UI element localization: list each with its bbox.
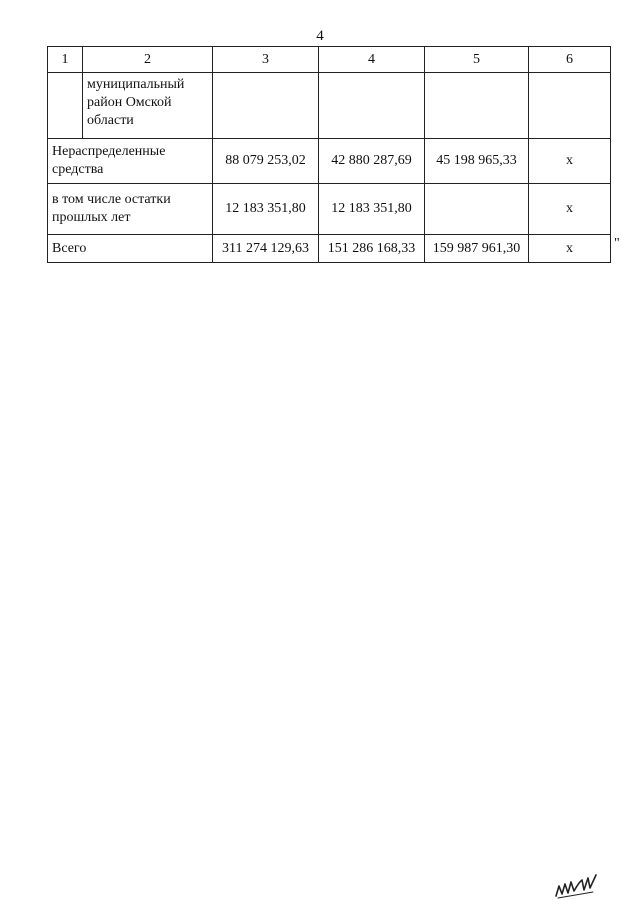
table-cell [48, 73, 83, 139]
column-header: 3 [213, 47, 319, 73]
column-header: 6 [529, 47, 611, 73]
table-row [48, 184, 611, 235]
table-row [48, 139, 611, 184]
row-label-line: области [87, 113, 134, 128]
table-row [48, 73, 611, 139]
table-cell: 151 286 168,33 [319, 235, 425, 263]
column-header: 5 [425, 47, 529, 73]
table-cell [213, 73, 319, 139]
table-cell: 311 274 129,63 [213, 235, 319, 263]
table-cell: 42 880 287,69 [319, 139, 425, 184]
row-label [48, 139, 213, 184]
table-cell: 12 183 351,80 [213, 184, 319, 235]
row-label-line: средства [52, 162, 104, 177]
column-header: 1 [48, 47, 83, 73]
signature-icon [553, 872, 599, 902]
table-cell [425, 73, 529, 139]
row-label [48, 184, 213, 235]
table-cell: 45 198 965,33 [425, 139, 529, 184]
table-cell: х [529, 184, 611, 235]
table-cell: х [529, 235, 611, 263]
column-header: 4 [319, 47, 425, 73]
table-row [48, 235, 611, 263]
page-number: 4 [316, 28, 324, 44]
row-label-line: прошлых лет [52, 210, 131, 225]
column-header: 2 [83, 47, 213, 73]
table-cell: 88 079 253,02 [213, 139, 319, 184]
row-label [83, 73, 213, 139]
table-cell: 12 183 351,80 [319, 184, 425, 235]
table-cell [529, 73, 611, 139]
row-label-line: район Омской [87, 95, 172, 110]
table-cell: 159 987 961,30 [425, 235, 529, 263]
budget-table [47, 46, 611, 263]
table-cell: х [529, 139, 611, 184]
closing-quote: " [614, 236, 620, 251]
table-cell [319, 73, 425, 139]
row-label-line: муниципальный [87, 77, 185, 92]
table-header-row [48, 47, 611, 73]
table-cell [425, 184, 529, 235]
row-label-line: Всего [52, 240, 87, 256]
row-label-line: в том числе остатки [52, 192, 171, 207]
row-label [48, 235, 213, 263]
row-label-line: Нераспределенные [52, 144, 166, 159]
